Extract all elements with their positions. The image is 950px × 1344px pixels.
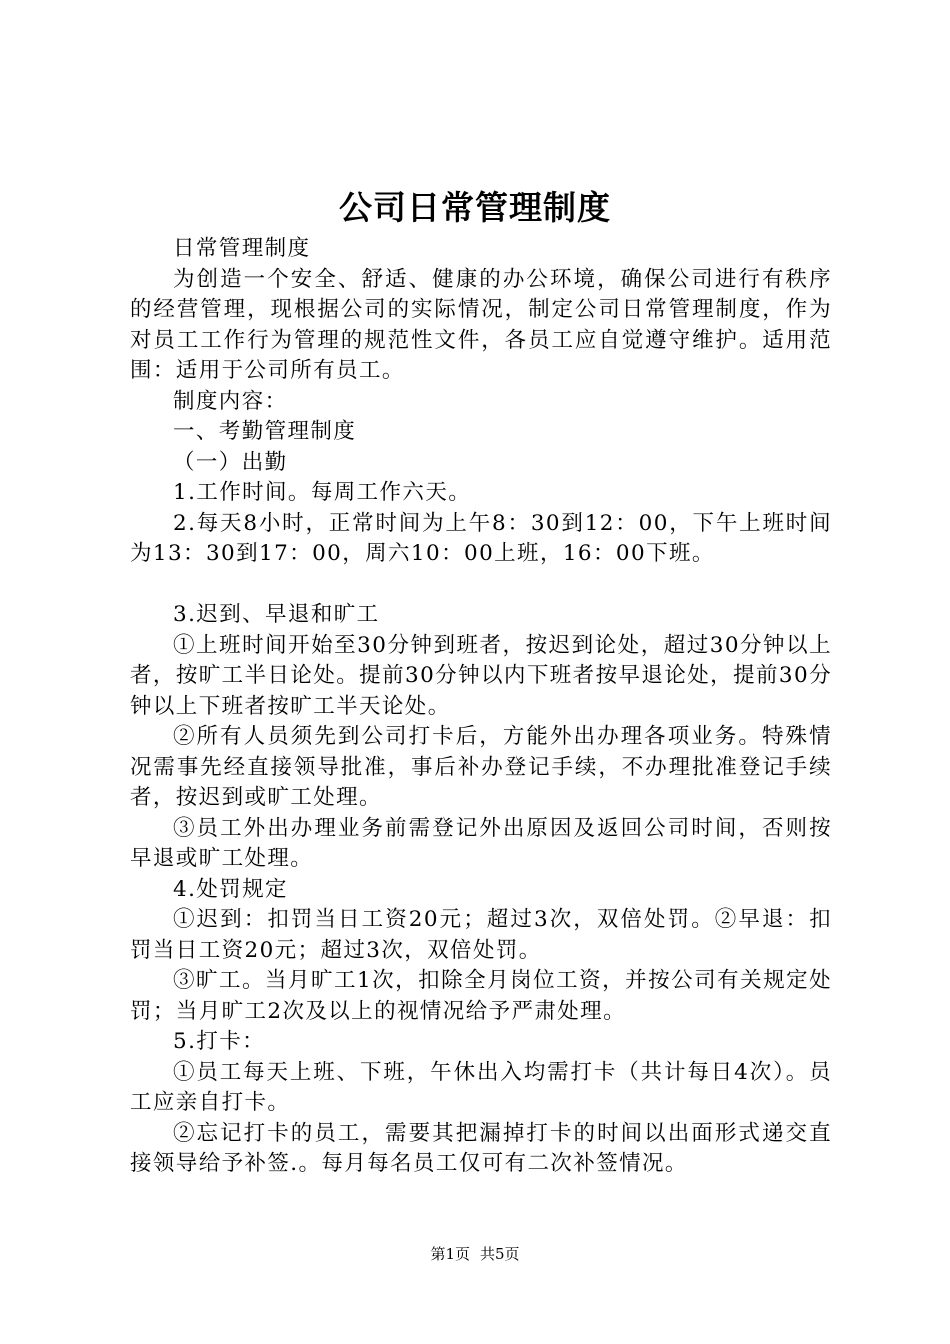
paragraph-rule-3: ③员工外出办理业务前需登记外出原因及返回公司时间，否则按早退或旷工处理。 bbox=[130, 815, 832, 871]
page-number: 第1页 bbox=[430, 1245, 470, 1263]
paragraph-heading: 日常管理制度 bbox=[173, 236, 311, 261]
subsection-heading-attendance: （一）出勤 bbox=[173, 449, 288, 475]
paragraph-daily-hours: 2.每天8小时，正常时间为上午8：30到12：00，下午上班时间为13：30到17：00，周六10：00上班，16：00下班。 bbox=[130, 510, 832, 566]
paragraph-penalty-heading: 4.处罚规定 bbox=[173, 876, 288, 902]
paragraph-clock-in-heading: 5.打卡： bbox=[173, 1029, 266, 1054]
paragraph-rule-2: ②所有人员须先到公司打卡后，方能外出办理各项业务。特殊情况需事先经直接领导批准，事后补办登记手续，不办理批准登记手续者，按迟到或旷工处理。 bbox=[130, 724, 832, 810]
paragraph-late-early-absent: 3.迟到、早退和旷工 bbox=[173, 602, 380, 627]
document-title: 公司日常管理制度 bbox=[339, 188, 611, 227]
paragraph-penalty-2: ③旷工。当月旷工1次，扣除全月岗位工资，并按公司有关规定处罚；当月旷工2次及以上的视情况给予严肃处理。 bbox=[130, 968, 832, 1024]
paragraph-clock-in-2: ②忘记打卡的员工，需要其把漏掉打卡的时间以出面形式递交直接领导给予补签.。每月每名员工仅可有二次补签情况。 bbox=[130, 1120, 832, 1176]
paragraph-work-time: 1.工作时间。每周工作六天。 bbox=[173, 480, 472, 505]
page-footer bbox=[0, 1244, 950, 1264]
paragraph-clock-in-1: ①员工每天上班、下班，午休出入均需打卡（共计每日4次）。员工应亲自打卡。 bbox=[130, 1059, 832, 1115]
paragraph-intro: 为创造一个安全、舒适、健康的办公环境，确保公司进行有秩序的经营管理，现根据公司的实际情况，制定公司日常管理制度，作为对员工工作行为管理的规范性文件，各员工应自觉遵守维护。适用范围：适用于公司所有员工。 bbox=[130, 266, 832, 383]
paragraph-contents-label: 制度内容： bbox=[173, 388, 288, 414]
page-total: 共5页 bbox=[480, 1245, 520, 1263]
section-heading-attendance: 一、考勤管理制度 bbox=[173, 419, 357, 444]
document-body bbox=[130, 234, 832, 1180]
paragraph-rule-1: ①上班时间开始至30分钟到班者，按迟到论处，超过30分钟以上者，按旷工半日论处。提前30分钟以内下班者按早退论处，提前30分钟以上下班者按旷工半天论处。 bbox=[130, 632, 832, 719]
paragraph-penalty-1: ①迟到：扣罚当日工资20元；超过3次，双倍处罚。②早退：扣罚当日工资20元；超过3次，双倍处罚。 bbox=[130, 907, 832, 963]
